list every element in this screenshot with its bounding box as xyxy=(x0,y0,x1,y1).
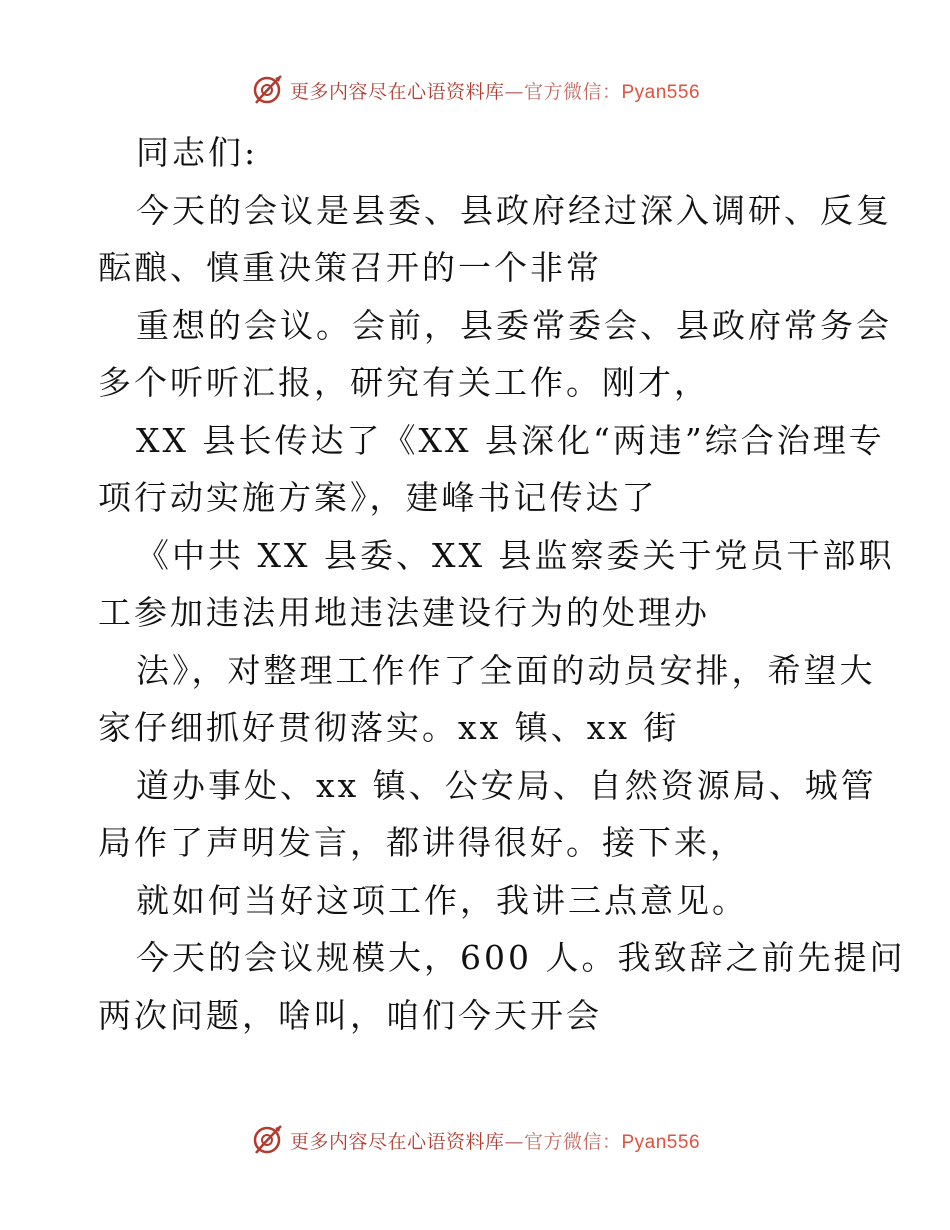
footer-watermark xyxy=(0,1120,950,1160)
body-line: 道办事处、xx 镇、公安局、自然资源局、城管 xyxy=(136,765,877,805)
body-line: 工参加违法用地违法建设行为的处理办 xyxy=(98,593,710,632)
body-line: 家仔细抓好贯彻落实。xx 镇、xx 街 xyxy=(98,708,680,747)
body-line: 法》，对整理工作作了全面的动员安排，希望大 xyxy=(136,650,876,690)
watermark-label: 官方微信： xyxy=(523,1130,622,1153)
quill-logo-icon xyxy=(250,1123,284,1157)
watermark-brand: 更多内容尽在心语资料库 xyxy=(289,80,505,103)
body-line: 今天的会议规模大，600 人。我致辞之前先提问 xyxy=(136,938,906,977)
body-line: 就如何当好这项工作，我讲三点意见。 xyxy=(136,880,748,920)
body-line: 同志们: xyxy=(136,133,259,172)
document-body xyxy=(98,124,906,1044)
body-line: 今天的会议是县委、县政府经过深入调研、反复 xyxy=(136,190,892,230)
body-line: 局作了声明发言，都讲得很好。接下来， xyxy=(98,823,746,862)
watermark-dash: — xyxy=(504,80,524,103)
watermark-wechat-id: Pyan556 xyxy=(621,81,701,103)
header-watermark xyxy=(0,70,950,110)
body-line: 《中共 XX 县委、XX 县监察委关于党员干部职 xyxy=(136,535,895,575)
watermark-label: 官方微信： xyxy=(523,80,622,103)
body-line: 项行动实施方案》，建峰书记传达了 xyxy=(98,478,658,517)
watermark-wechat-id: Pyan556 xyxy=(621,1131,701,1153)
body-line: 多个听听汇报，研究有关工作。刚才， xyxy=(98,363,710,402)
quill-logo-icon xyxy=(250,73,284,107)
watermark-brand: 更多内容尽在心语资料库 xyxy=(289,1130,505,1153)
body-line: 重想的会议。会前，县委常委会、县政府常务会 xyxy=(136,305,892,345)
body-line: 两次问题，啥叫，咱们今天开会 xyxy=(98,995,602,1035)
body-line: XX 县长传达了《XX 县深化“两违”综合治理专 xyxy=(136,420,885,460)
watermark-dash: — xyxy=(504,1130,524,1153)
body-line: 酝酿、慎重决策召开的一个非常 xyxy=(98,248,602,287)
